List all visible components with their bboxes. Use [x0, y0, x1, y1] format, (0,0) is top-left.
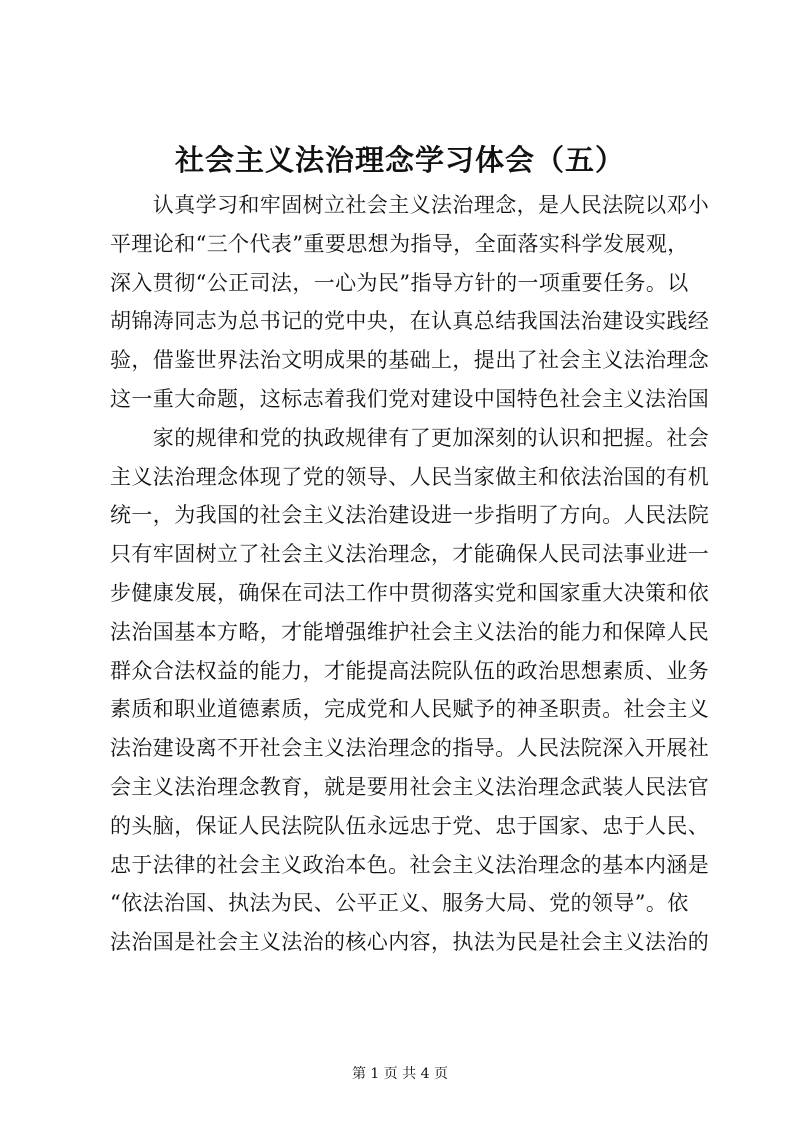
- text-line: 素质和职业道德素质，完成党和人民赋予的神圣职责。社会主义: [110, 697, 710, 722]
- text-line: 法治国基本方略，才能增强维护社会主义法治的能力和保障人民: [110, 619, 710, 644]
- page-footer: 第 1 页 共 4 页: [351, 1066, 449, 1082]
- text-line: 的头脑，保证人民法院队伍永远忠于党、忠于国家、忠于人民、: [110, 813, 710, 838]
- text-line: 忠于法律的社会主义政治本色。社会主义法治理念的基本内涵是: [110, 852, 710, 877]
- text-line: “依法治国、执法为民、公平正义、服务大局、党的领导”。依: [110, 891, 689, 916]
- text-line: 法治建设离不开社会主义法治理念的指导。人民法院深入开展社: [110, 736, 710, 761]
- text-line: 会主义法治理念教育，就是要用社会主义法治理念武装人民法官: [110, 774, 710, 799]
- text-line: 步健康发展，确保在司法工作中贯彻落实党和国家重大决策和依: [110, 580, 710, 605]
- text-line: 主义法治理念体现了党的领导、人民当家做主和依法治国的有机: [110, 464, 710, 489]
- text-line: 只有牢固树立了社会主义法治理念，才能确保人民司法事业进一: [110, 542, 710, 567]
- text-line: 统一，为我国的社会主义法治建设进一步指明了方向。人民法院: [110, 503, 710, 528]
- document-body: [110, 186, 710, 962]
- text-line: 深入贯彻“公正司法，一心为民”指导方针的一项重要任务。以: [110, 270, 689, 295]
- text-line: 这一重大命题，这标志着我们党对建设中国特色社会主义法治国: [110, 386, 710, 411]
- text-line: 胡锦涛同志为总书记的党中央，在认真总结我国法治建设实践经: [110, 309, 710, 334]
- text-line: 群众合法权益的能力，才能提高法院队伍的政治思想素质、业务: [110, 658, 710, 683]
- document-title: 社会主义法治理念学习体会（五）: [174, 143, 625, 177]
- text-line: 家的规律和党的执政规律有了更加深刻的认识和把握。社会: [110, 425, 710, 450]
- text-line: 平理论和“三个代表”重要思想为指导，全面落实科学发展观，: [110, 231, 689, 256]
- text-line: 验，借鉴世界法治文明成果的基础上，提出了社会主义法治理念: [110, 348, 710, 373]
- text-line: 认真学习和牢固树立社会主义法治理念，是人民法院以邓小: [110, 193, 710, 217]
- text-line: 法治国是社会主义法治的核心内容，执法为民是社会主义法治的: [110, 930, 710, 955]
